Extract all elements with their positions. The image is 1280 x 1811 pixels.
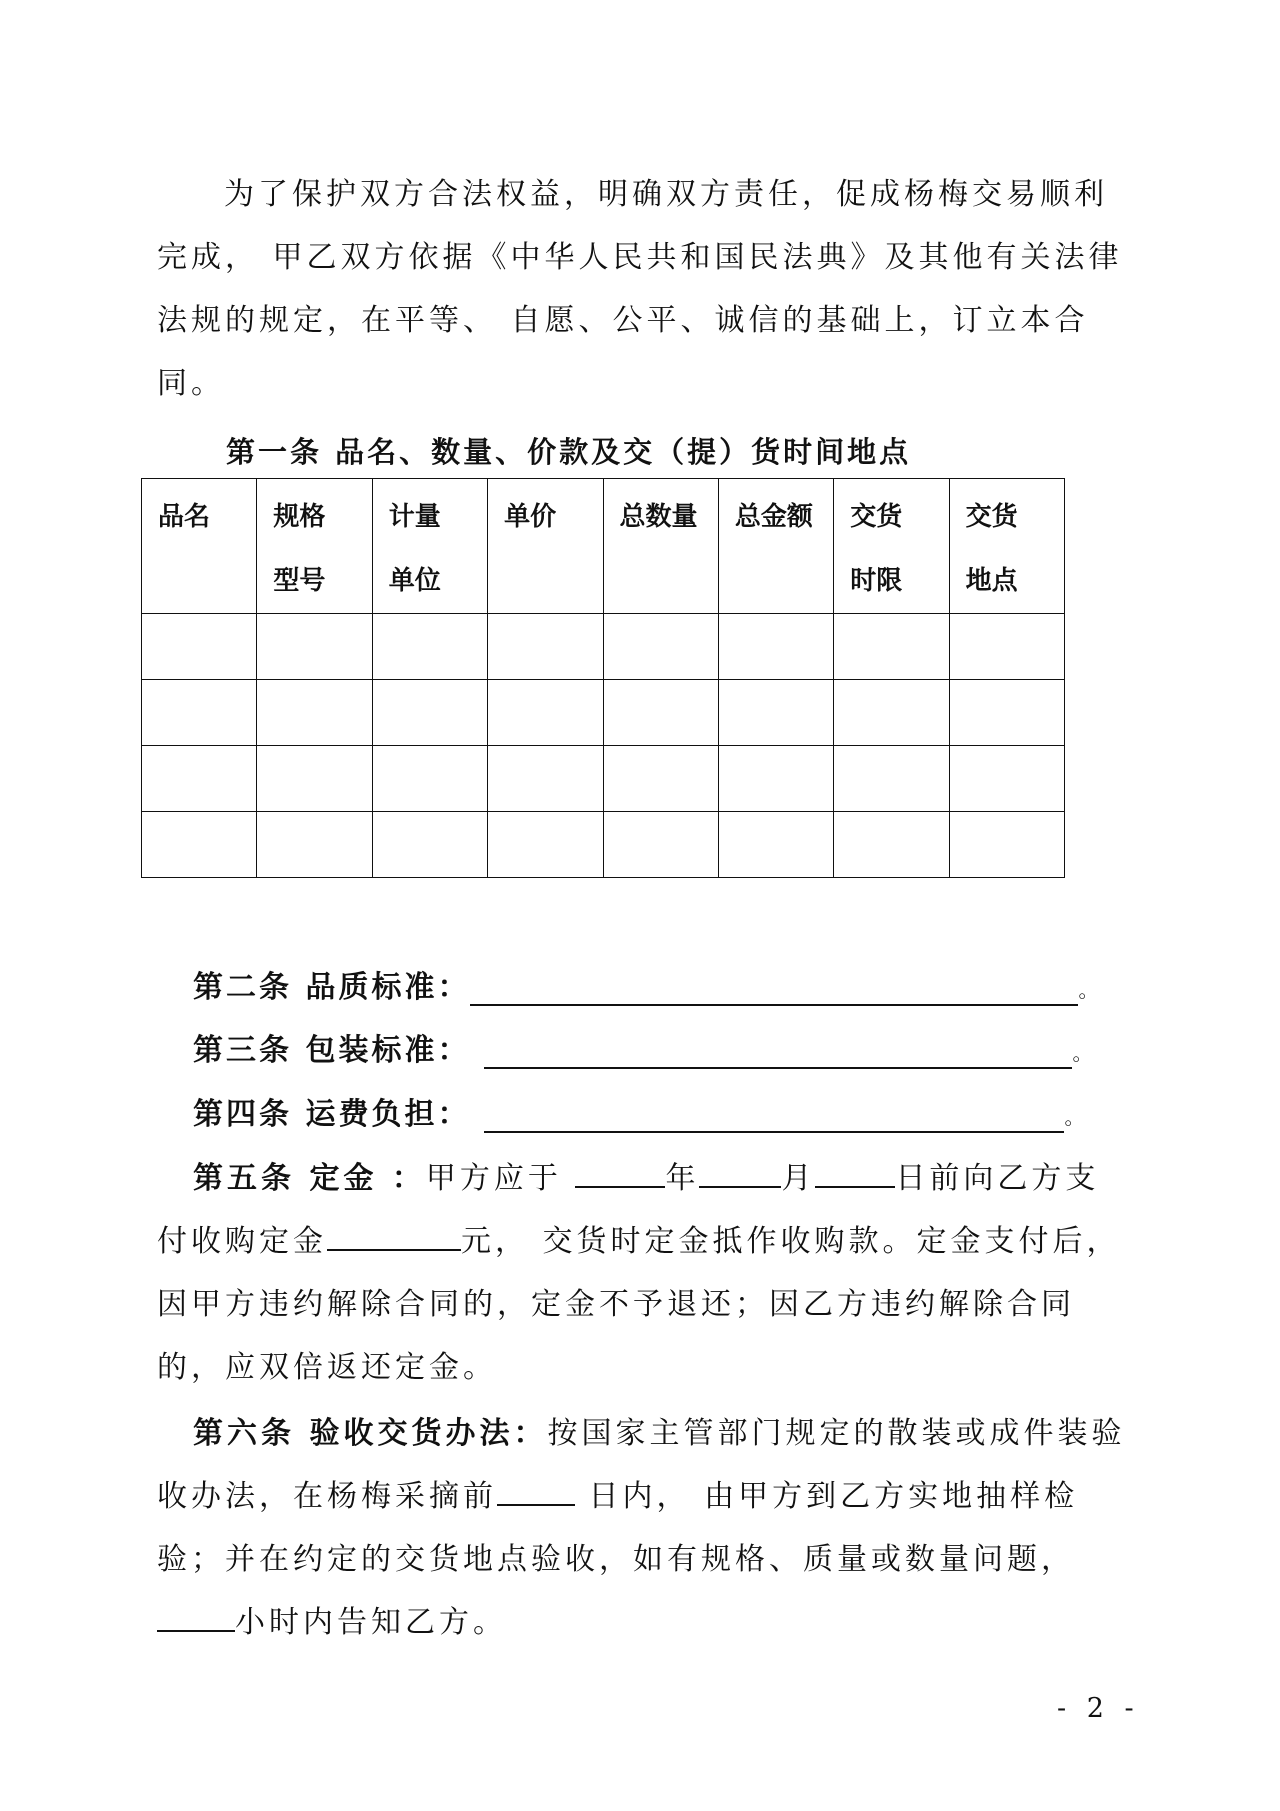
table-cell[interactable] — [142, 746, 257, 812]
article3-blank[interactable] — [484, 1037, 1072, 1069]
table-cell[interactable] — [372, 812, 487, 878]
intro-text: 为了保护双方合法权益，明确双方责任，促成杨梅交易顺利完成， 甲乙双方依据《中华人民共和国民法典》及其他有关法律法规的规定，在平等、 自愿、公平、诚信的基础上，订立本合同。 — [157, 177, 1123, 401]
deposit-amount-blank[interactable] — [327, 1223, 461, 1251]
table-header-cell — [372, 479, 487, 614]
table-row — [142, 680, 1065, 746]
table-header-row — [142, 479, 1065, 614]
table-header-text: 交货 — [965, 502, 1018, 532]
article2-blank[interactable] — [470, 974, 1078, 1006]
article1-title: 第一条 品名、数量、价款及交（提）货时间地点 — [226, 435, 912, 469]
table-header-text: 品名 — [158, 502, 211, 532]
article6-label: 第六条 验收交货办法： — [193, 1416, 548, 1451]
table-cell[interactable] — [142, 680, 257, 746]
table-cell[interactable] — [949, 746, 1064, 812]
table-cell[interactable] — [603, 680, 718, 746]
table-cell[interactable] — [834, 614, 949, 680]
table-cell[interactable] — [834, 812, 949, 878]
table-header-text: 地点 — [965, 566, 1018, 596]
article4-blank[interactable] — [484, 1101, 1064, 1133]
table-header-cell — [603, 479, 718, 614]
table-header-cell — [718, 479, 833, 614]
table-header-cell — [834, 479, 949, 614]
table-cell[interactable] — [372, 614, 487, 680]
table-cell[interactable] — [603, 614, 718, 680]
table-cell[interactable] — [718, 614, 833, 680]
table-cell[interactable] — [257, 746, 372, 812]
table-cell[interactable] — [488, 812, 603, 878]
table-cell[interactable] — [257, 812, 372, 878]
table-cell[interactable] — [834, 746, 949, 812]
table-cell[interactable] — [488, 614, 603, 680]
article2-label: 第二条 品质标准： — [193, 970, 471, 1005]
table-header-text: 交货 — [850, 502, 903, 532]
article3 — [193, 1025, 1095, 1069]
table-cell[interactable] — [488, 680, 603, 746]
table-cell[interactable] — [718, 746, 833, 812]
table-cell[interactable] — [949, 614, 1064, 680]
table-row — [142, 746, 1065, 812]
article5-label: 第五条 定金 ： — [193, 1161, 426, 1196]
table-cell[interactable] — [718, 680, 833, 746]
table-body — [142, 614, 1065, 878]
deposit-year-blank[interactable] — [575, 1160, 665, 1188]
table-header-cell — [257, 479, 372, 614]
goods-table — [141, 478, 1065, 878]
table-cell[interactable] — [372, 746, 487, 812]
notice-hours-blank[interactable] — [157, 1604, 235, 1632]
article5-text-1: 甲方应于 — [425, 1161, 576, 1196]
table-cell[interactable] — [603, 746, 718, 812]
deposit-day-blank[interactable] — [815, 1160, 895, 1188]
article2 — [193, 962, 1101, 1006]
article6-text-1: 按国家主管部门规定的散装或成件装验收办法，在杨梅采摘前 — [157, 1416, 1126, 1514]
article3-label: 第三条 包装标准： — [193, 1033, 471, 1068]
table-header-text: 时限 — [850, 566, 903, 596]
table-header-text: 单价 — [504, 502, 557, 532]
table-cell[interactable] — [949, 680, 1064, 746]
sampling-days-blank[interactable] — [497, 1478, 575, 1506]
article5-text-4: 日前向乙方支付收购定金 — [157, 1161, 1100, 1259]
table-cell[interactable] — [949, 812, 1064, 878]
table-header-text: 总金额 — [734, 502, 813, 532]
table-cell[interactable] — [834, 680, 949, 746]
table-cell[interactable] — [142, 614, 257, 680]
table-header-cell — [488, 479, 603, 614]
article5-paragraph — [157, 1147, 1127, 1399]
article4-end: 。 — [1064, 1105, 1088, 1129]
intro-paragraph — [157, 163, 1127, 415]
table-cell[interactable] — [257, 614, 372, 680]
article3-end: 。 — [1072, 1041, 1096, 1065]
article5-text-2: 年 — [665, 1161, 700, 1196]
table-header-text: 总数量 — [619, 502, 698, 532]
article6-text-2: 日内， 由甲方到乙方实地抽样检验；并在约定的交货地点验收，如有规格、质量或数量问题， — [157, 1479, 1079, 1577]
table-header-text: 计量 — [388, 502, 441, 532]
table-row — [142, 614, 1065, 680]
table-header-cell — [142, 479, 257, 614]
table-cell[interactable] — [372, 680, 487, 746]
deposit-month-blank[interactable] — [699, 1160, 781, 1188]
page-number: - 2 - — [1057, 1693, 1140, 1724]
table-cell[interactable] — [718, 812, 833, 878]
article2-end: 。 — [1078, 978, 1102, 1002]
article6-paragraph — [157, 1402, 1127, 1654]
article5-text-3: 月 — [781, 1161, 816, 1196]
table-cell[interactable] — [142, 812, 257, 878]
table-header-text: 单位 — [388, 566, 441, 596]
table-header-text: 型号 — [273, 566, 326, 596]
article4-label: 第四条 运费负担： — [193, 1097, 471, 1132]
table-header-cell — [949, 479, 1064, 614]
article6-text-3: 小时内告知乙方。 — [235, 1605, 507, 1640]
article5-text-5: 元， 交货时定金抵作收购款。定金支付后，因甲方违约解除合同的，定金不予退还；因乙方违约解除合同的，应双倍返还定金。 — [157, 1224, 1121, 1385]
table-cell[interactable] — [488, 746, 603, 812]
article4 — [193, 1089, 1087, 1133]
table-cell[interactable] — [603, 812, 718, 878]
table-cell[interactable] — [257, 680, 372, 746]
table-row — [142, 812, 1065, 878]
table-header-text: 规格 — [273, 502, 326, 532]
